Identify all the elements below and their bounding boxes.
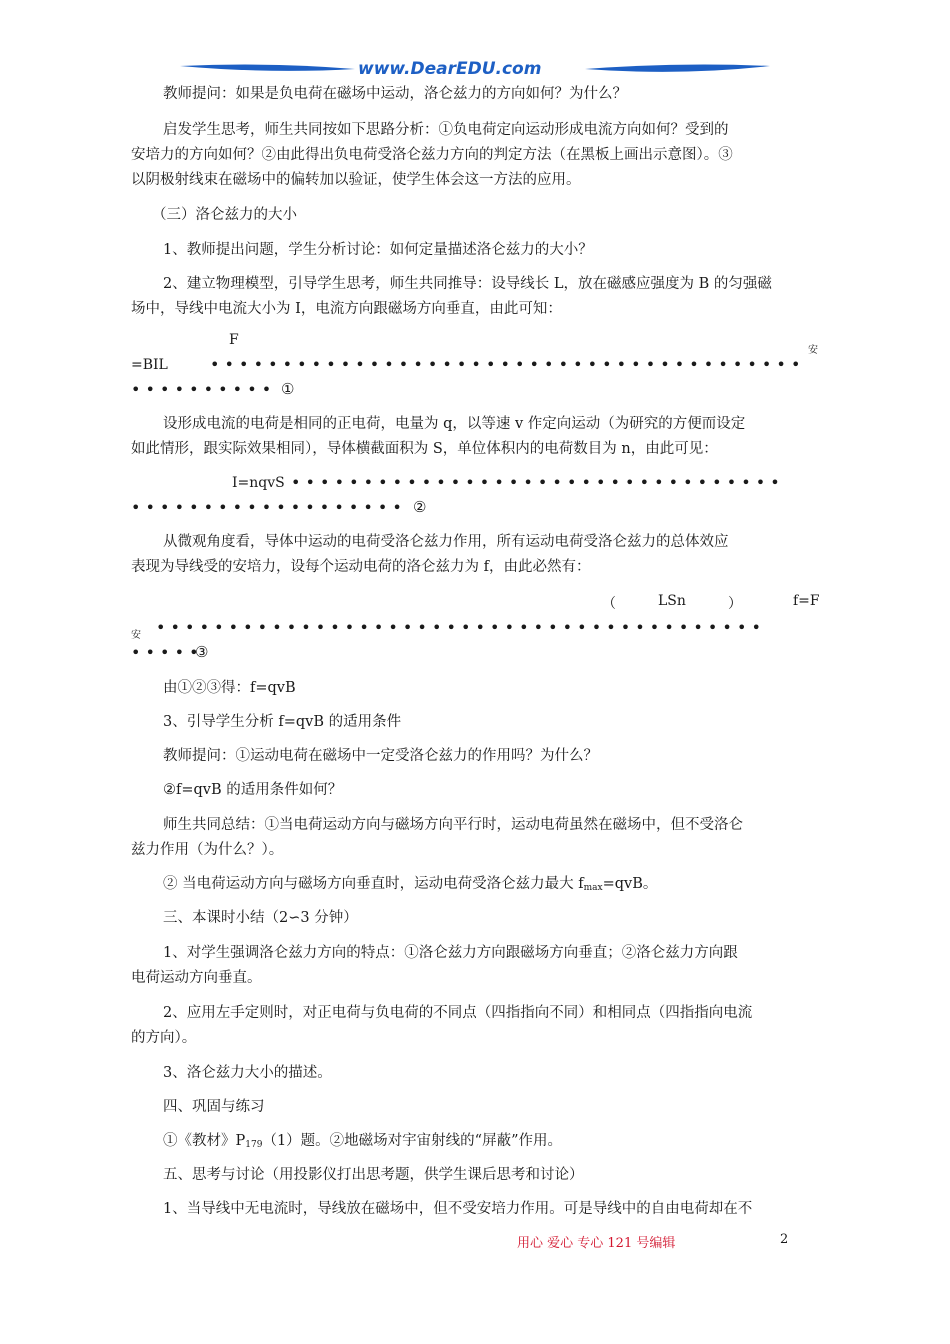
para-guidance-line-3: 以阴极射线束在磁场中的偏转加以验证，使学生体会这一方法的应用。 [131, 172, 581, 188]
para-item-3: 3、引导学生分析 f=qvB 的适用条件 [163, 714, 402, 730]
section-heading-discussion: 五、思考与讨论（用投影仪打出思考题，供学生课后思考和讨论） [163, 1167, 584, 1183]
eq3-right-paren: ） [728, 596, 742, 612]
eq1-rhs: =BIL [131, 357, 168, 373]
eq3-leader-dots-1: • • • • • • • • • • • • • • • • • • • • • • • • • • • • • • • • • • • • • • • • • • [156, 618, 761, 637]
eq3-number: ③ [195, 643, 209, 661]
eq2-lhs: I=nqvS [232, 475, 285, 491]
eq3-lsn: LSn [658, 593, 686, 609]
eq1-subscript-an: 安 [808, 345, 818, 356]
para-micro-line-2: 表现为导线受的安培力，设每个运动电荷的洛仑兹力为 f，由此必然有： [131, 559, 591, 575]
para-teacher-question-1: 教师提问：如果是负电荷在磁场中运动，洛仑兹力的方向如何？为什么？ [163, 86, 627, 102]
para-guidance-line-1: 启发学生思考，师生共同按如下思路分析：①负电荷定向运动形成电流方向如何？受到的 [163, 122, 729, 138]
para-summary-1-line-2: 电荷运动方向垂直。 [131, 970, 262, 986]
para-summary-2-line-1: 2、应用左手定则时，对正电荷与负电荷的不同点（四指指向不同）和相同点（四指指向电流 [163, 1005, 753, 1021]
header-swoosh-left [180, 60, 355, 80]
para-item-2-line-1: 2、建立物理模型，引导学生思考，师生共同推导：设导线长 L，放在磁感应强度为 B 的匀强磁 [163, 276, 772, 292]
section-heading-magnitude: （三）洛仑兹力的大小 [152, 207, 297, 223]
para-teacher-question-2: 教师提问：①运动电荷在磁场中一定受洛仑兹力的作用吗？为什么？ [163, 748, 598, 764]
perpendicular-formula: =qvB。 [602, 876, 658, 892]
eq2-leader-dots-1: • • • • • • • • • • • • • • • • • • • • • • • • • • • • • • • • • • [291, 473, 780, 492]
para-item-2-line-2: 场中，导线中电流大小为 I，电流方向跟磁场方向垂直，由此可知： [131, 301, 562, 317]
page-ref-subscript: 179 [245, 1140, 263, 1150]
eq1-leader-dots-1: • • • • • • • • • • • • • • • • • • • • • • • • • • • • • • • • • • • • • • • • • [210, 355, 801, 374]
header-banner [180, 56, 770, 84]
eq1-leader-dots-2: • • • • • • • • • • [131, 380, 272, 399]
para-summary-1-line-1: 1、对学生强调洛仑兹力方向的特点：①洛仑兹力方向跟磁场方向垂直；②洛仑兹力方向跟 [163, 945, 738, 961]
eq3-left-paren: （ [602, 596, 616, 612]
section-heading-practice: 四、巩固与练习 [163, 1099, 265, 1115]
para-guidance-line-2: 安培力的方向如何？②由此得出负电荷受洛仑兹力方向的判定方法（在黑板上画出示意图）。③ [131, 147, 733, 163]
eq3-leader-dots-2: • • • • • [131, 643, 199, 662]
para-assumption-line-2: 如此情形，跟实际效果相同），导体横截面积为 S，单位体积内的电荷数目为 n，由此可见： [131, 441, 718, 457]
para-practice-items [163, 1131, 562, 1155]
eq3-subscript-an: 安 [131, 630, 141, 641]
practice-text-post: （1）题。②地磁场对宇宙射线的“屏蔽”作用。 [262, 1133, 563, 1149]
para-result: 由①②③得：f=qvB [163, 680, 296, 696]
eq3-lhs: f=F [793, 593, 820, 609]
perpendicular-text: ② 当电荷运动方向与磁场方向垂直时，运动电荷受洛仑兹力最大 f [163, 876, 584, 892]
eq2-leader-dots-2: • • • • • • • • • • • • • • • • • • • [131, 498, 402, 517]
para-micro-line-1: 从微观角度看，导体中运动的电荷受洛仑兹力作用，所有运动电荷受洛仑兹力的总体效应 [163, 534, 729, 550]
eq1-force-symbol: F [229, 332, 239, 348]
para-summary-line-2: 兹力作用（为什么？）。 [131, 842, 284, 858]
footer-page-number: 2 [780, 1232, 789, 1247]
para-perpendicular-case [163, 874, 657, 898]
para-assumption-line-1: 设形成电流的电荷是相同的正电荷，电量为 q，以等速 v 作定向运动（为研究的方便而设定 [163, 416, 746, 432]
para-summary-2-line-2: 的方向）。 [131, 1030, 197, 1046]
para-summary-line-1: 师生共同总结：①当电荷运动方向与磁场方向平行时，运动电荷虽然在磁场中，但不受洛仑 [163, 817, 743, 833]
para-item-1: 1、教师提出问题，学生分析讨论：如何定量描述洛仑兹力的大小？ [163, 242, 593, 258]
para-summary-3: 3、洛仑兹力大小的描述。 [163, 1065, 332, 1081]
footer-slogan: 用心 爱心 专心 121 号编辑 [517, 1236, 676, 1251]
header-site-logo[interactable]: www.DearEDU.com [358, 59, 542, 79]
eq2-number: ② [413, 498, 427, 516]
header-swoosh-right [585, 60, 770, 80]
section-heading-summary: 三、本课时小结（2∽3 分钟） [163, 910, 358, 926]
eq1-number: ① [281, 380, 295, 398]
para-condition-question: ②f=qvB 的适用条件如何？ [163, 782, 343, 798]
fmax-subscript: max [583, 883, 603, 893]
practice-text-pre: ①《教材》P [163, 1133, 246, 1149]
para-discussion-1: 1、当导线中无电流时，导线放在磁场中，但不受安培力作用。可是导线中的自由电荷却在不 [163, 1201, 753, 1217]
